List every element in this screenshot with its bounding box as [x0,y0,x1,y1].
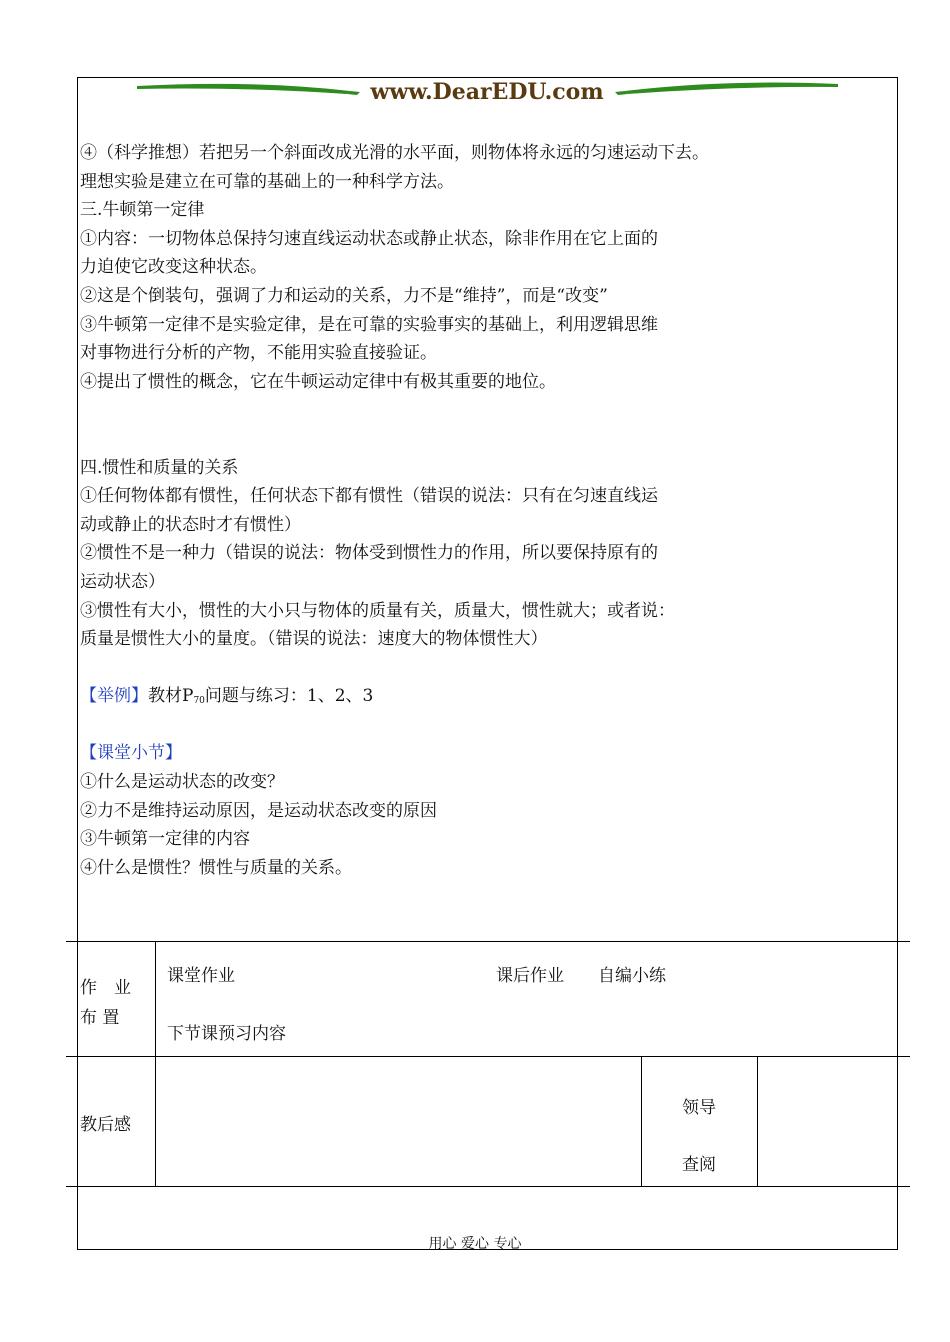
summary-item: ②力不是维持运动原因，是运动状态改变的原因 [80,800,437,821]
paragraph: 对事物进行分析的产物，不能用实验直接验证。 [80,343,437,364]
paragraph: 力迫使它改变这种状态。 [80,257,267,278]
table-divider [66,1056,910,1057]
banner-text: www.DearEDU.com [370,79,604,105]
paragraph: 质量是惯性大小的量度。（错误的说法：速度大的物体惯性大） [80,629,548,650]
homework-label: 布 置 [80,1008,120,1028]
example-text-b: 问题与练习：1、2、3 [204,686,374,707]
table-divider [155,941,156,1186]
summary-item: ④什么是惯性？惯性与质量的关系。 [80,857,352,878]
lesson-content [80,139,740,882]
reflection-label: 教后感 [80,1115,131,1135]
paragraph: 动或静止的状态时才有惯性） [80,514,301,535]
table-divider [66,1186,910,1187]
after-class-homework: 课后作业 [496,966,564,986]
example-line [80,682,740,711]
section-heading: 三.牛顿第一定律 [80,200,205,221]
table-divider [641,1056,642,1186]
leader-label: 领导 [682,1098,716,1118]
summary-item: ③牛顿第一定律的内容 [80,829,250,850]
paragraph: ②惯性不是一种力（错误的说法：物体受到惯性力的作用，所以要保持原有的 [80,543,658,564]
table-divider [66,941,910,942]
summary-label: 【课堂小节】 [80,743,182,764]
dearedu-banner-logo [135,78,840,106]
homework-label: 作 业 [80,978,131,998]
review-label: 查阅 [682,1155,716,1175]
paragraph: ③惯性有大小，惯性的大小只与物体的质量有关，质量大，惯性就大；或者说： [80,600,675,621]
next-lesson-preview: 下节课预习内容 [167,1024,286,1044]
class-homework: 课堂作业 [167,966,235,986]
paragraph: ①内容：一切物体总保持匀速直线运动状态或静止状态，除非作用在它上面的 [80,228,658,249]
table-divider [757,1056,758,1186]
page-subscript: 70 [193,696,205,707]
example-text-a: 教材P [148,686,194,707]
self-practice: 自编小练 [598,966,666,986]
paragraph: ②这是个倒装句，强调了力和运动的关系，力不是“维持”，而是“改变” [80,285,608,306]
example-label: 【举例】 [80,686,148,707]
section-heading: 四.惯性和质量的关系 [80,457,239,478]
paragraph: 运动状态） [80,571,165,592]
paragraph: 理想实验是建立在可靠的基础上的一种科学方法。 [80,171,454,192]
paragraph: ④提出了惯性的概念，它在牛顿运动定律中有极其重要的地位。 [80,371,556,392]
summary-item: ①什么是运动状态的改变？ [80,772,284,793]
page-footer: 用心 爱心 专心 [428,1236,522,1252]
paragraph: ③牛顿第一定律不是实验定律，是在可靠的实验事实的基础上，利用逻辑思维 [80,314,658,335]
paragraph: ①任何物体都有惯性，任何状态下都有惯性（错误的说法：只有在匀速直线运 [80,486,658,507]
paragraph: ④（科学推想）若把另一个斜面改成光滑的水平面，则物体将永远的匀速运动下去。 [80,143,709,163]
